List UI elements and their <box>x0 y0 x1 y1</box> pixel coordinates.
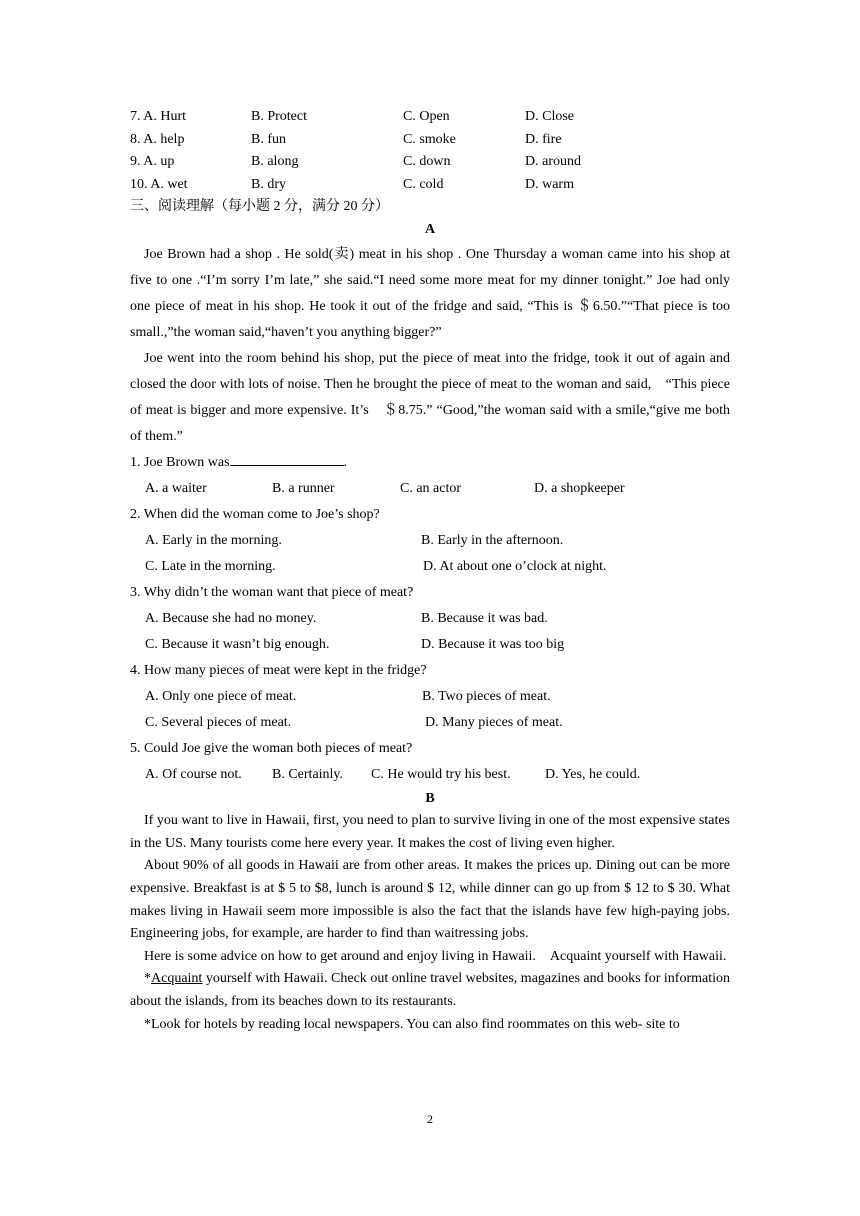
answer-options <box>130 710 730 736</box>
passage-a-paragraph: Joe went into the room behind his shop, put the piece of meat into the fridge, took it out of again and closed the door with lots of noise. Then he brought the piece of meat to the woman and said, “This piece of meat is bigger and more expensive. It’s ＄8.75.” “Good,”the woman said with a smile,“give me both of them.” <box>130 350 730 444</box>
answer-option: B. a runner <box>272 480 335 496</box>
option-d: D. fire <box>525 131 562 147</box>
answer-option: A. Of course not. <box>145 766 242 782</box>
answer-blank <box>230 451 344 466</box>
answer-option: C. Late in the morning. <box>145 558 276 574</box>
cloze-options <box>130 106 730 196</box>
cloze-option-row <box>130 106 730 129</box>
option-b: B. dry <box>251 176 286 192</box>
answer-options <box>130 476 730 502</box>
passage-b-heading: B <box>425 790 435 806</box>
answer-options <box>130 762 730 788</box>
answer-option: C. He would try his best. <box>371 766 511 782</box>
option-d: D. warm <box>525 176 574 192</box>
answer-option: C. an actor <box>400 480 462 496</box>
answer-option: B. Two pieces of meat. <box>422 688 551 704</box>
answer-options <box>130 528 730 554</box>
answer-options <box>130 606 730 632</box>
question-stem: 2. When did the woman come to Joe’s shop? <box>130 506 380 522</box>
answer-options <box>130 554 730 580</box>
page-number: 2 <box>427 1112 433 1126</box>
question-stem <box>130 450 730 476</box>
question-stem: 4. How many pieces of meat were kept in the fridge? <box>130 662 427 678</box>
option-a: 8. A. help <box>130 131 185 147</box>
paragraph-text: yourself with Hawaii. Check out online travel websites, magazines and books for information about the islands, from its beaches down to its restaurants. <box>130 971 730 1009</box>
answer-option: D. Many pieces of meat. <box>425 714 563 730</box>
answer-option: A. Early in the morning. <box>145 532 282 548</box>
option-b: B. fun <box>251 131 286 147</box>
option-d: D. Close <box>525 109 574 124</box>
cloze-option-row <box>130 174 730 197</box>
option-b: B. Protect <box>251 109 307 124</box>
answer-option: D. Yes, he could. <box>545 766 641 782</box>
answer-option: D. a shopkeeper <box>534 480 625 496</box>
passage-b-paragraph: Here is some advice on how to get around and enjoy living in Hawaii. Acquaint yourself with Hawaii. <box>144 948 727 964</box>
answer-option: D. At about one o’clock at night. <box>423 558 607 574</box>
option-c: C. smoke <box>403 131 456 147</box>
passage-b-paragraph: If you want to live in Hawaii, first, you need to plan to survive living in one of the most expensive states in the US. Many tourists come here every year. It makes the cost of living even higher. <box>130 813 730 851</box>
option-d: D. around <box>525 154 581 170</box>
answer-option: C. Several pieces of meat. <box>145 714 292 730</box>
section-title: 三、阅读理解（每小题 2 分，满分 20 分） <box>130 199 389 215</box>
underlined-word: Acquaint <box>151 971 203 987</box>
passage-b-paragraph: About 90% of all goods in Hawaii are from other areas. It makes the prices up. Dining out can be more expensive. Breakfast is at $ 5 to $8, lunch is around $ 12, while dinner can go up from $ 12 to $ 30. What makes living in Hawaii seem more impossible is also the fact that the islands have few high-paying jobs. Engineering jobs, for example, are harder to find than waitressing jobs. <box>130 858 730 942</box>
answer-options <box>130 684 730 710</box>
answer-option: B. Certainly. <box>272 766 344 782</box>
answer-option: B. Early in the afternoon. <box>421 532 564 548</box>
answer-option: C. Because it wasn’t big enough. <box>145 636 330 652</box>
question-stem: 5. Could Joe give the woman both pieces of meat? <box>130 740 413 756</box>
cloze-option-row <box>130 151 730 174</box>
cloze-option-row <box>130 129 730 152</box>
option-a: 9. A. up <box>130 154 175 170</box>
option-a: 10. A. wet <box>130 176 188 192</box>
passage-a-paragraph: Joe Brown had a shop . He sold(卖) meat in his shop . One Thursday a woman came into his shop at five to one .“I’m sorry I’m late,” she said.“I need some more meat for my dinner tonight.” Joe had only one piece of meat in his shop. He took it out of the fridge and said, “This is ＄6.50.”“That piece is too small.,”the woman said,“haven’t you anything bigger?” <box>130 246 730 340</box>
answer-option: A. Only one piece of meat. <box>145 688 297 704</box>
answer-options <box>130 632 730 658</box>
question-text: 1. Joe Brown was <box>130 454 230 470</box>
option-c: C. Open <box>403 109 450 124</box>
option-a: 7. A. Hurt <box>130 109 186 124</box>
document-page <box>130 106 730 1036</box>
option-c: C. cold <box>403 176 444 192</box>
bullet-marker: * <box>144 971 151 987</box>
answer-option: D. Because it was too big <box>421 636 565 652</box>
passage-b-paragraph: *Look for hotels by reading local newspapers. You can also find roommates on this web- site to <box>144 1016 680 1032</box>
option-c: C. down <box>403 154 451 170</box>
answer-option: A. a waiter <box>145 480 207 496</box>
passage-b-paragraph <box>130 968 730 1013</box>
answer-option: B. Because it was bad. <box>421 610 548 626</box>
answer-option: A. Because she had no money. <box>145 610 317 626</box>
option-b: B. along <box>251 154 299 170</box>
passage-a-heading: A <box>424 221 436 237</box>
question-stem: 3. Why didn’t the woman want that piece of meat? <box>130 584 414 600</box>
question-tail: . <box>343 454 348 470</box>
